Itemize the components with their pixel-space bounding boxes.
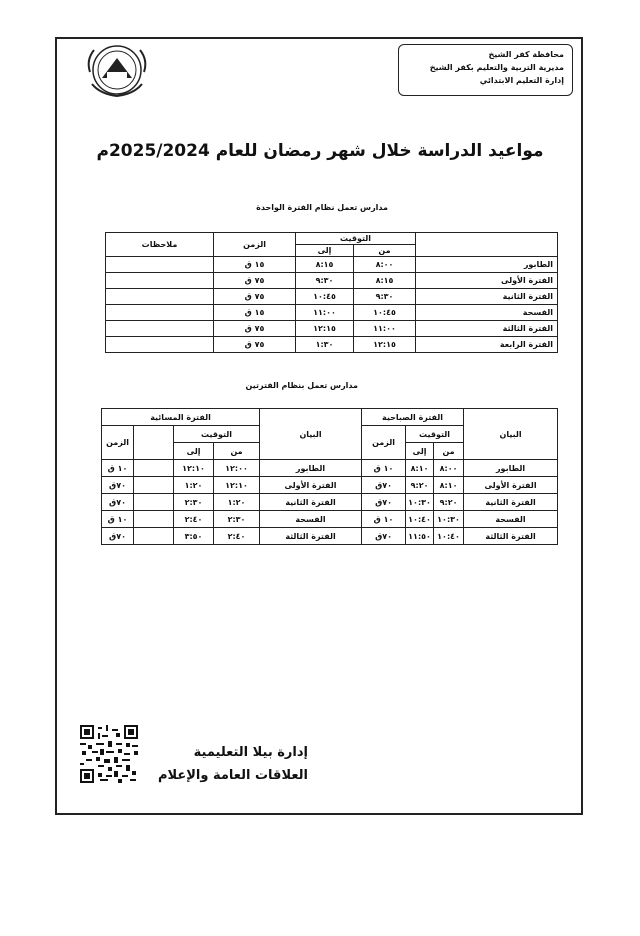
morning-to-cell: ١٠:٤٠: [406, 511, 434, 528]
morning-label-header: البيان: [464, 409, 558, 460]
duration-cell: ٧٥ ق: [214, 337, 296, 353]
to-cell: ٩:٣٠: [296, 273, 354, 289]
evening-blank-cell: [134, 511, 174, 528]
table-row: [102, 494, 558, 511]
duration-cell: ٧٥ ق: [214, 273, 296, 289]
evening-from-cell: ٢:٣٠: [214, 511, 260, 528]
morning-row-label: الفسحة: [464, 511, 558, 528]
morning-row-label: الفترة الثانية: [464, 494, 558, 511]
morning-from-cell: ٩:٢٠: [434, 494, 464, 511]
evening-blank-cell: [134, 528, 174, 545]
label-header: [416, 233, 558, 257]
morning-from-header: من: [434, 443, 464, 460]
evening-timing-header: التوقيت: [174, 426, 260, 443]
row-label: الفترة الثالثة: [416, 321, 558, 337]
governorate-label: محافظة كفر الشيخ: [488, 50, 564, 59]
evening-from-header: من: [214, 443, 260, 460]
evening-blank-header: [134, 426, 174, 460]
to-cell: ١١:٠٠: [296, 305, 354, 321]
row-label: الفترة الأولى: [416, 273, 558, 289]
notes-cell: [106, 273, 214, 289]
duration-cell: ١٥ ق: [214, 305, 296, 321]
evening-blank-cell: [134, 477, 174, 494]
evening-row-label: الطابور: [260, 460, 362, 477]
from-cell: ٨:١٥: [354, 273, 416, 289]
single-shift-table: [105, 232, 558, 353]
morning-to-cell: ١١:٥٠: [406, 528, 434, 545]
table-row: [106, 305, 558, 321]
evening-duration-cell: ٧٠ق: [102, 494, 134, 511]
table-row: [106, 273, 558, 289]
directorate-label: مديرية التربية والتعليم بكفر الشيخ: [429, 63, 564, 72]
from-header: من: [354, 245, 416, 257]
morning-duration-cell: ١٠ ق: [362, 460, 406, 477]
evening-label-header: البيان: [260, 409, 362, 460]
evening-to-header: إلى: [174, 443, 214, 460]
table-row: [106, 257, 558, 273]
table-row: [106, 289, 558, 305]
evening-duration-cell: ٧٠ق: [102, 528, 134, 545]
notes-cell: [106, 321, 214, 337]
evening-row-label: الفترة الثانية: [260, 494, 362, 511]
morning-from-cell: ١٠:٣٠: [434, 511, 464, 528]
two-shifts-title: مدارس تعمل بنظام الفترتين: [245, 381, 358, 390]
morning-row-label: الطابور: [464, 460, 558, 477]
morning-from-cell: ١٠:٤٠: [434, 528, 464, 545]
footer-administration: إدارة بيلا التعليمية: [193, 745, 308, 760]
from-cell: ١٢:١٥: [354, 337, 416, 353]
to-cell: ١٠:٤٥: [296, 289, 354, 305]
page-title: مواعيد الدراسة خلال شهر رمضان للعام 2025/2024م: [96, 141, 544, 161]
table-row: [102, 528, 558, 545]
evening-duration-cell: ١٠ ق: [102, 511, 134, 528]
morning-to-cell: ٨:١٠: [406, 460, 434, 477]
table-row: [106, 321, 558, 337]
morning-timing-header: التوقيت: [406, 426, 464, 443]
timing-header: التوقيت: [296, 233, 416, 245]
evening-row-label: الفسحة: [260, 511, 362, 528]
duration-cell: ٧٥ ق: [214, 289, 296, 305]
evening-from-cell: ١:٢٠: [214, 494, 260, 511]
evening-from-cell: ١٢:٠٠: [214, 460, 260, 477]
row-label: الفسحة: [416, 305, 558, 321]
duration-cell: ١٥ ق: [214, 257, 296, 273]
morning-row-label: الفترة الأولى: [464, 477, 558, 494]
duration-cell: ٧٥ ق: [214, 321, 296, 337]
morning-duration-cell: ١٠ ق: [362, 511, 406, 528]
table-row: [102, 511, 558, 528]
to-cell: ١٢:١٥: [296, 321, 354, 337]
evening-row-label: الفترة الأولى: [260, 477, 362, 494]
evening-from-cell: ١٢:١٠: [214, 477, 260, 494]
evening-from-cell: ٢:٤٠: [214, 528, 260, 545]
morning-duration-cell: ٧٠ق: [362, 477, 406, 494]
notes-header: ملاحظات: [106, 233, 214, 257]
administration-label: إدارة التعليم الابتدائي: [479, 76, 564, 85]
row-label: الطابور: [416, 257, 558, 273]
header-box: [398, 44, 573, 96]
evening-to-cell: ٣:٥٠: [174, 528, 214, 545]
table-row: [106, 337, 558, 353]
notes-cell: [106, 305, 214, 321]
to-cell: ٨:١٥: [296, 257, 354, 273]
evening-duration-cell: ٧٠ق: [102, 477, 134, 494]
evening-shift-header: الفترة المسائية: [102, 409, 260, 426]
evening-blank-cell: [134, 460, 174, 477]
from-cell: ١٠:٤٥: [354, 305, 416, 321]
evening-blank-cell: [134, 494, 174, 511]
row-label: الفترة الرابعة: [416, 337, 558, 353]
evening-duration-header: الزمن: [102, 426, 134, 460]
table-row: [102, 460, 558, 477]
evening-row-label: الفترة الثالثة: [260, 528, 362, 545]
evening-to-cell: ١٢:١٠: [174, 460, 214, 477]
qr-code: [80, 725, 138, 783]
morning-duration-header: الزمن: [362, 426, 406, 460]
morning-duration-cell: ٧٠ق: [362, 494, 406, 511]
notes-cell: [106, 257, 214, 273]
ministry-logo: [80, 42, 154, 100]
single-shift-title: مدارس تعمل نظام الفترة الواحدة: [256, 203, 388, 212]
evening-duration-cell: ١٠ ق: [102, 460, 134, 477]
from-cell: ٩:٣٠: [354, 289, 416, 305]
morning-shift-header: الفترة الصباحية: [362, 409, 464, 426]
morning-from-cell: ٨:٠٠: [434, 460, 464, 477]
morning-duration-cell: ٧٠ق: [362, 528, 406, 545]
morning-to-cell: ١٠:٣٠: [406, 494, 434, 511]
from-cell: ١١:٠٠: [354, 321, 416, 337]
morning-from-cell: ٨:١٠: [434, 477, 464, 494]
morning-row-label: الفترة الثالثة: [464, 528, 558, 545]
evening-to-cell: ١:٢٠: [174, 477, 214, 494]
footer-department: العلاقات العامة والإعلام: [157, 768, 308, 783]
table-row: [102, 477, 558, 494]
notes-cell: [106, 289, 214, 305]
two-shifts-table: [101, 408, 558, 545]
to-header: إلى: [296, 245, 354, 257]
morning-to-header: إلى: [406, 443, 434, 460]
from-cell: ٨:٠٠: [354, 257, 416, 273]
evening-to-cell: ٢:٣٠: [174, 494, 214, 511]
morning-to-cell: ٩:٢٠: [406, 477, 434, 494]
row-label: الفترة الثانية: [416, 289, 558, 305]
evening-to-cell: ٢:٤٠: [174, 511, 214, 528]
notes-cell: [106, 337, 214, 353]
duration-header: الزمن: [214, 233, 296, 257]
to-cell: ١:٣٠: [296, 337, 354, 353]
